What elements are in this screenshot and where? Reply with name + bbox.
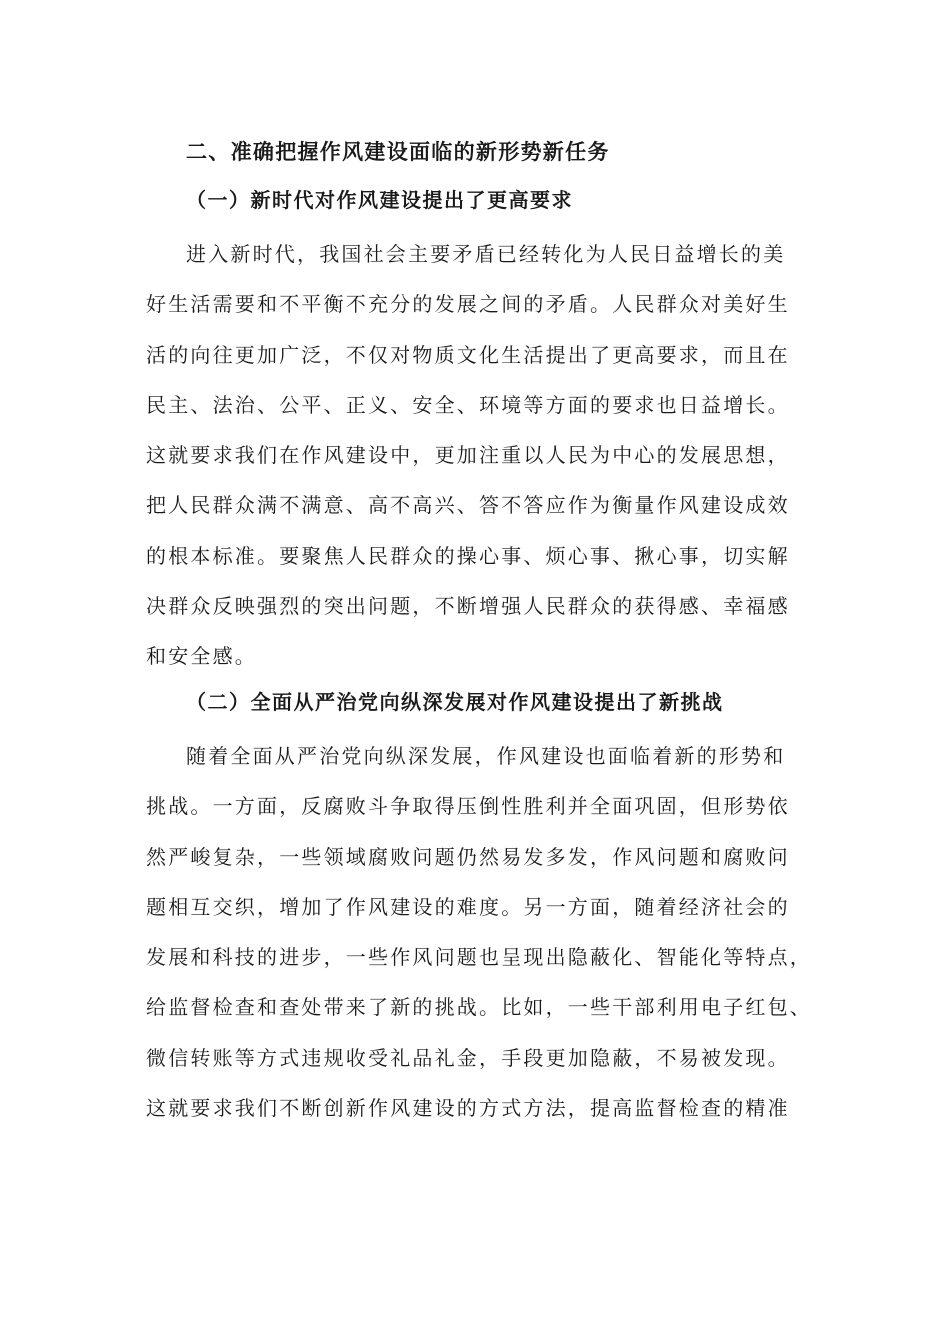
paragraph-line: 进入新时代，我国社会主要矛盾已经转化为人民日益增长的美 bbox=[186, 242, 786, 266]
paragraph-line: 题相互交织，增加了作风建设的难度。另一方面，随着经济社会的 bbox=[146, 894, 790, 919]
subsection-2-paragraph bbox=[146, 738, 812, 1140]
paragraph-line: 决群众反映强烈的突出问题，不断增强人民群众的获得感、幸福感 bbox=[146, 594, 790, 619]
paragraph-line: 挑战。一方面，反腐败斗争取得压倒性胜利并全面巩固，但形势依 bbox=[146, 794, 790, 819]
subsection-2-heading: （二）全面从严治党向纵深发展对作风建设提出了新挑战 bbox=[186, 690, 724, 714]
subsection-1-paragraph bbox=[146, 236, 806, 689]
section-heading: 二、准确把握作风建设面临的新形势新任务 bbox=[186, 140, 610, 164]
subsection-1-heading: （一）新时代对作风建设提出了更高要求 bbox=[186, 188, 573, 212]
paragraph-line: 和安全感。 bbox=[146, 644, 257, 669]
paragraph-line: 然严峻复杂，一些领域腐败问题仍然易发多发，作风问题和腐败问 bbox=[146, 844, 790, 869]
paragraph-line: 活的向往更加广泛，不仅对物质文化生活提出了更高要求，而且在 bbox=[146, 342, 790, 367]
paragraph-line: 民主、法治、公平、正义、安全、环境等方面的要求也日益增长。 bbox=[146, 392, 790, 417]
paragraph-line: 给监督检查和查处带来了新的挑战。比如，一些干部利用电子红包、 bbox=[146, 995, 812, 1020]
paragraph-line: 微信转账等方式违规收受礼品礼金，手段更加隐蔽，不易被发现。 bbox=[146, 1045, 790, 1070]
paragraph-line: 这就要求我们在作风建设中，更加注重以人民为中心的发展思想， bbox=[146, 443, 790, 468]
paragraph-line: 的根本标准。要聚焦人民群众的操心事、烦心事、揪心事，切实解 bbox=[146, 543, 790, 568]
paragraph-line: 随着全面从严治党向纵深发展，作风建设也面临着新的形势和 bbox=[186, 744, 786, 768]
paragraph-line: 发展和科技的进步，一些作风问题也呈现出隐蔽化、智能化等特点， bbox=[146, 945, 812, 970]
paragraph-line: 好生活需要和不平衡不充分的发展之间的矛盾。人民群众对美好生 bbox=[146, 292, 790, 317]
paragraph-line: 这就要求我们不断创新作风建设的方式方法，提高监督检查的精准 bbox=[146, 1096, 790, 1121]
paragraph-line: 把人民群众满不满意、高不高兴、答不答应作为衡量作风建设成效 bbox=[146, 493, 790, 518]
